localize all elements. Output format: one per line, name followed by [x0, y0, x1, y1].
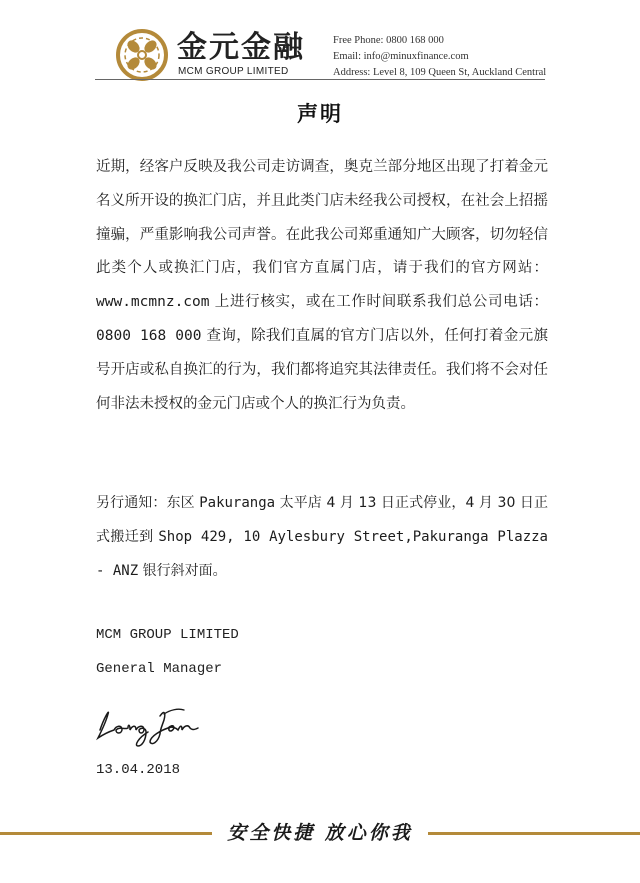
statement-paragraph	[96, 151, 548, 421]
contact-phone: Free Phone: 0800 168 000	[333, 35, 444, 46]
notice-paragraph	[96, 487, 548, 588]
handwritten-signature	[94, 700, 218, 748]
footer-slogan: 安全快捷 放心你我	[227, 822, 413, 844]
notice-text-c: 太平店 4 月 13 日正式停业，4 月 30 日正式搬迁到	[96, 495, 549, 545]
sign-company: MCM GROUP LIMITED	[96, 627, 239, 643]
contact-email: Email: info@minuxfinance.com	[333, 51, 469, 62]
statement-text-b: 上进行核实，或在工作时间联系我们总公司电话：	[209, 294, 548, 311]
page-title: 声明	[297, 102, 343, 126]
notice-text-e: 银行斜对面。	[138, 562, 227, 579]
footer-rule-left	[0, 832, 212, 835]
notice-suburb: Pakuranga	[199, 495, 276, 511]
brand-name-en: MCM GROUP LIMITED	[178, 66, 289, 77]
notice-text-a: 另行通知：东区	[96, 495, 200, 511]
footer-rule-right	[428, 832, 640, 835]
sign-date: 13.04.2018	[96, 762, 181, 778]
sign-role: General Manager	[96, 661, 223, 677]
header-divider	[95, 79, 545, 80]
notice-new-address: Shop 429, 10 Aylesbury Street,Pakuranga Plazza - ANZ	[96, 528, 548, 579]
contact-address: Address: Level 8, 109 Queen St, Auckland Central	[333, 67, 547, 78]
contact-info	[333, 33, 546, 81]
hq-phone: 0800 168 000	[96, 327, 202, 344]
statement-text-c: 查询，除我们直属的官方门店以外，任何打着金元旗号开店或私自换汇的行为，我们都将追究其法律责任。我们将不会对任何非法未授权的金元门店或个人的换汇行为负责。	[96, 327, 549, 412]
statement-text-a: 近期，经客户反映及我公司走访调查，奥克兰部分地区出现了打着金元名义所开设的换汇门店，并且此类门店未经我公司授权，在社会上招摇撞骗，严重影响我公司声誉。在此我公司郑重通知广大顾客，切勿轻信此类个人或换汇门店，我们官方直属门店，请于我们的官方网站：	[96, 159, 548, 277]
company-logo-icon	[115, 28, 169, 82]
website-link[interactable]: www.mcmnz.com	[96, 294, 210, 311]
brand-name-cn: 金元金融	[177, 30, 305, 65]
